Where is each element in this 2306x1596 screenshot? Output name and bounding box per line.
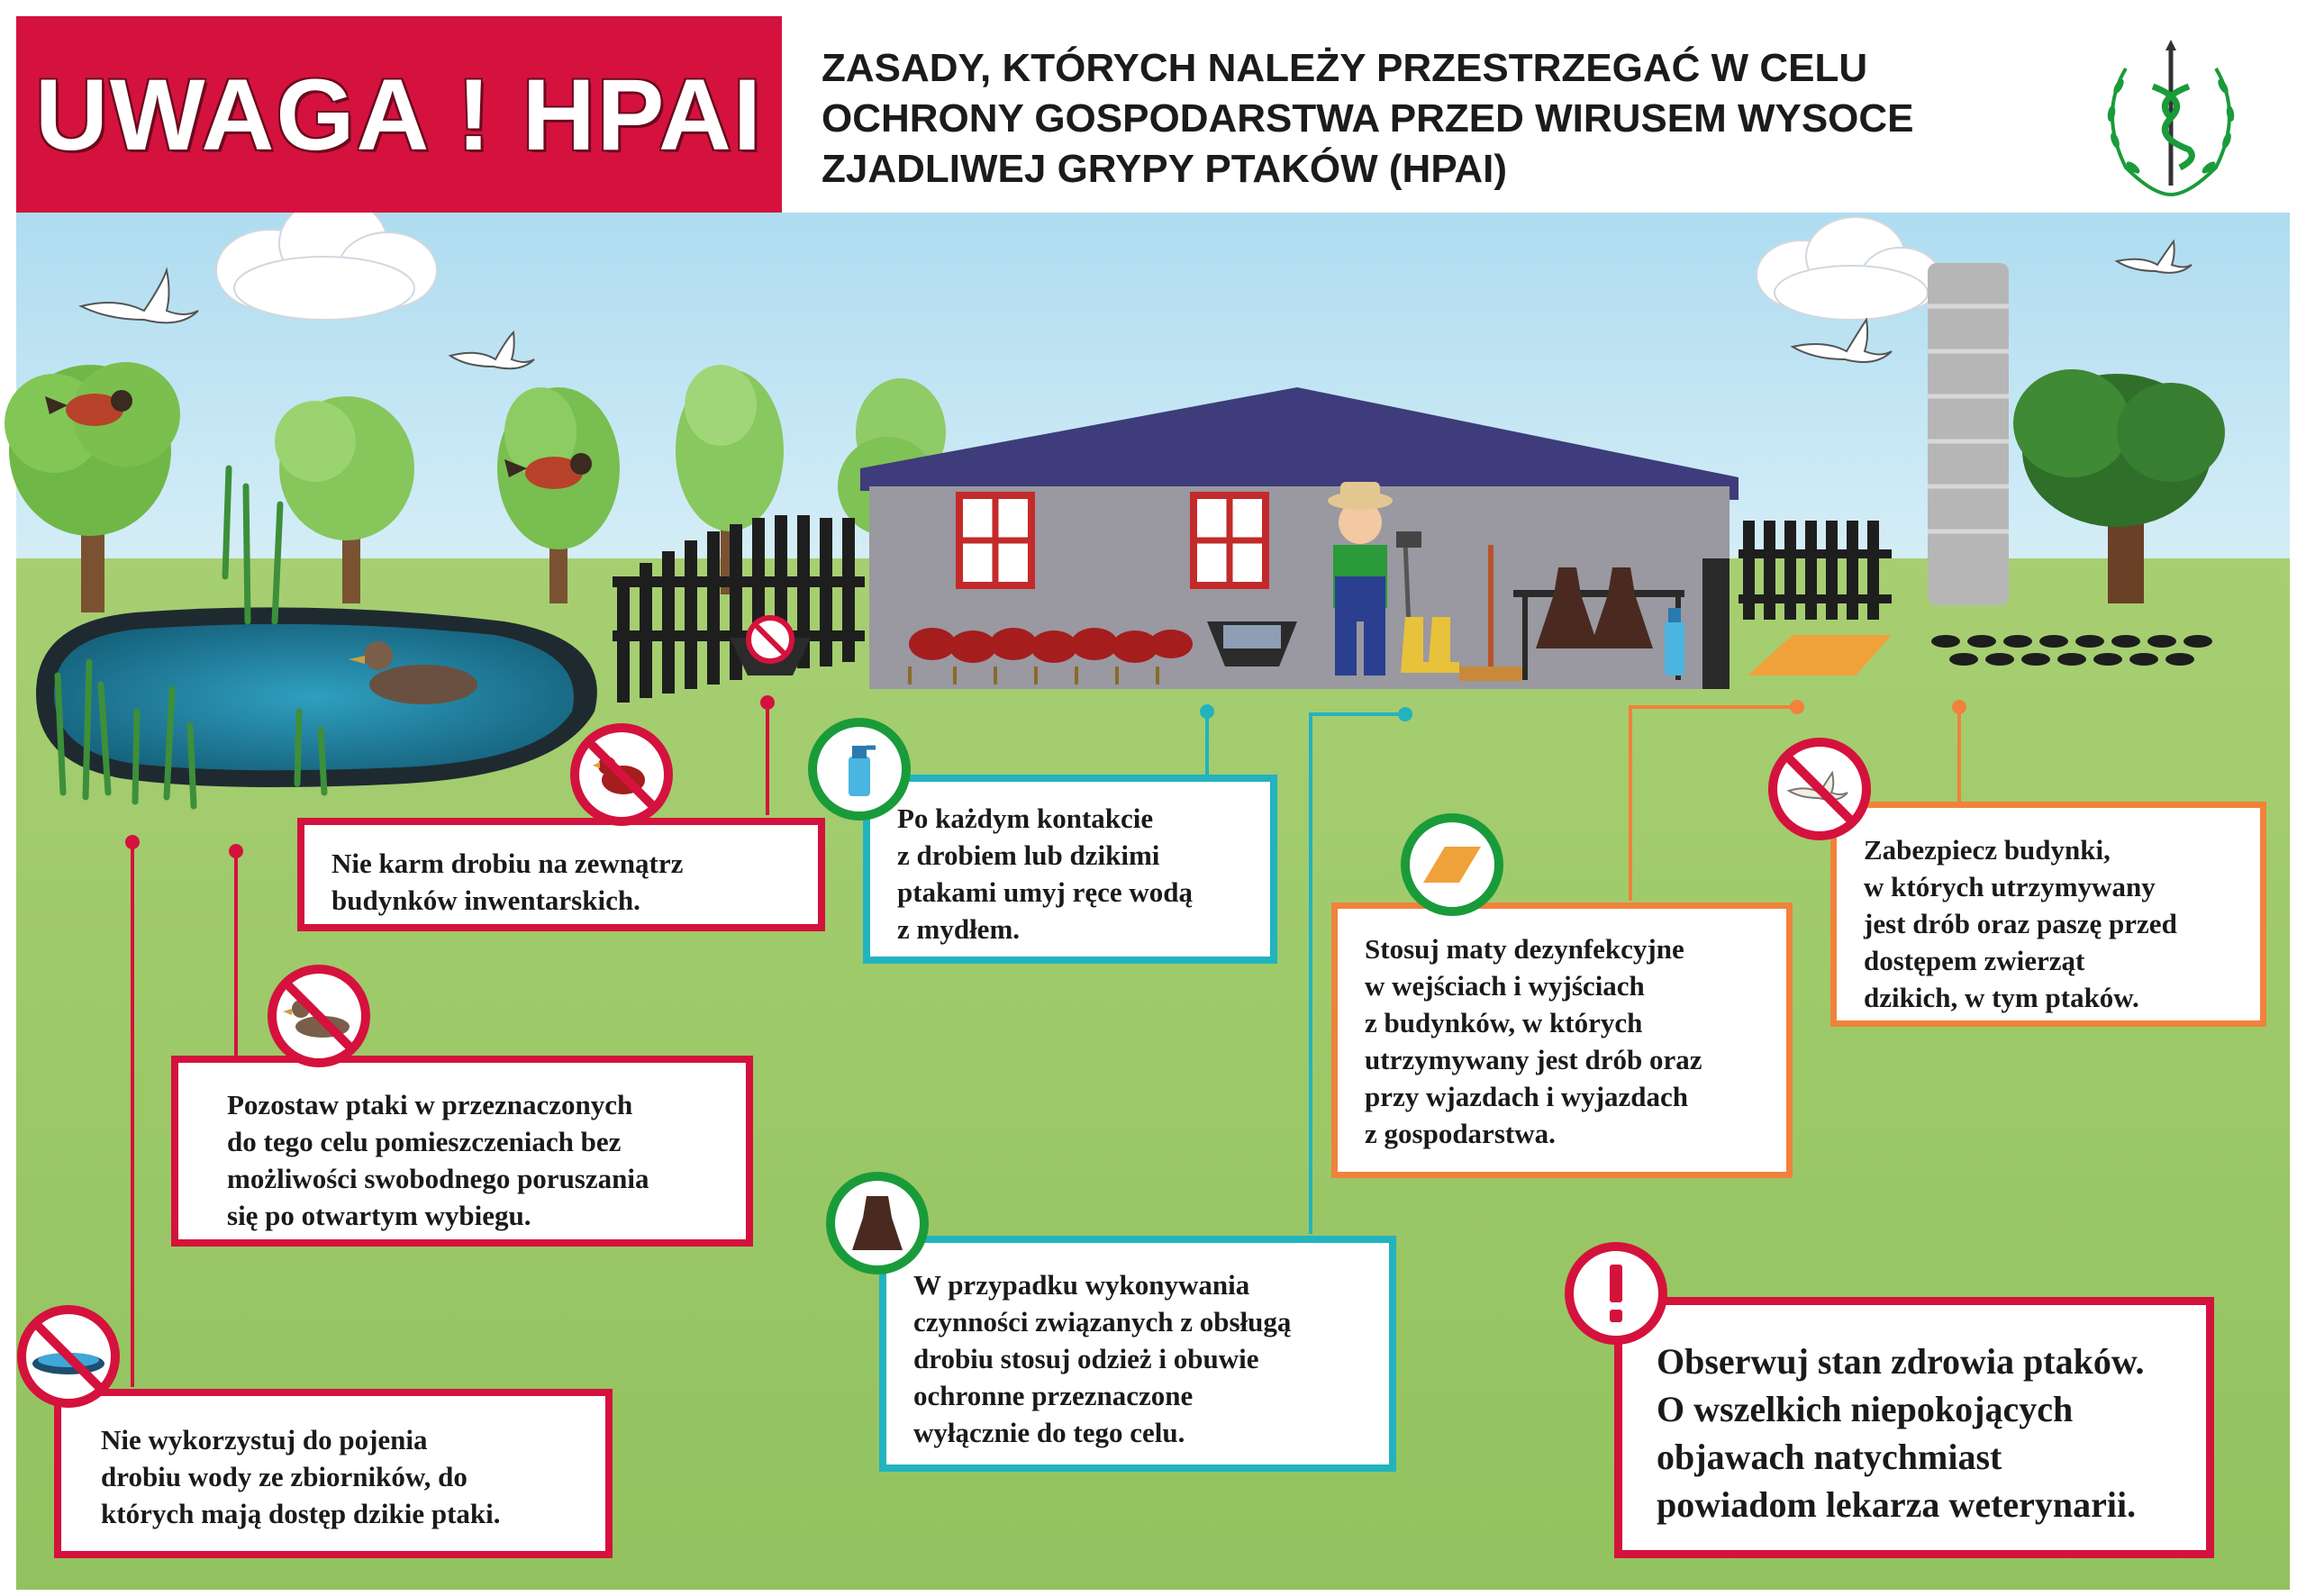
pond-icon bbox=[36, 607, 597, 787]
no-water-bowl-icon bbox=[16, 1304, 121, 1409]
silo-icon bbox=[1928, 263, 2009, 605]
soap-bottle-icon bbox=[807, 717, 912, 821]
no-wild-bird-icon bbox=[1767, 737, 1872, 841]
rule-clothing-box bbox=[879, 1236, 1396, 1472]
rule-water-text: drobiu wody ze zbiorników, do bbox=[101, 1461, 468, 1492]
subtitle-line: ZJADLIWEJ GRYPY PTAKÓW (HPAI) bbox=[822, 147, 1508, 191]
rule-wash-text: Po każdym kontakcie bbox=[897, 803, 1154, 834]
rule-observe-text: O wszelkich niepokojących bbox=[1657, 1389, 2074, 1429]
apron-icon bbox=[825, 1171, 930, 1275]
rule-clothing-text: W przypadku wykonywania bbox=[913, 1269, 1250, 1301]
rule-wash-text: z mydłem. bbox=[897, 913, 1021, 945]
rule-clothing-text: wyłącznie do tego celu. bbox=[913, 1417, 1185, 1448]
veterinary-caduceus-wreath-icon bbox=[2090, 32, 2252, 204]
rule-mats-text: w wejściach i wyjściach bbox=[1365, 970, 1645, 1002]
rule-wash-text: ptakami umyj ręce wodą bbox=[897, 876, 1194, 908]
rule-feed-text: budynków inwentarskich. bbox=[331, 884, 640, 916]
headline: UWAGA ! HPAI bbox=[35, 58, 763, 171]
page-title bbox=[822, 43, 2047, 195]
rule-wash-text: z drobiem lub dzikimi bbox=[897, 839, 1160, 871]
rule-feed-text: Nie karm drobiu na zewnątrz bbox=[331, 848, 684, 879]
rule-secure-box bbox=[1830, 802, 2266, 1027]
rule-secure-text: dzikich, w tym ptaków. bbox=[1864, 982, 2139, 1013]
rule-mats-box bbox=[1331, 902, 1793, 1178]
subtitle-line: OCHRONY GOSPODARSTWA PRZED WIRUSEM WYSOCE bbox=[822, 96, 1914, 141]
no-duck-icon bbox=[267, 964, 371, 1068]
rule-confine-box bbox=[171, 1056, 753, 1247]
rule-secure-text: jest drób oraz paszę przed bbox=[1864, 908, 2177, 939]
rule-confine-text: Pozostaw ptaki w przeznaczonych bbox=[227, 1089, 633, 1120]
rule-confine-text: się po otwartym wybiegu. bbox=[227, 1200, 531, 1231]
rule-clothing-text: ochronne przeznaczone bbox=[913, 1380, 1194, 1411]
rule-secure-text: dostępem zwierząt bbox=[1864, 945, 2085, 976]
no-chicken-icon bbox=[569, 722, 674, 827]
rule-observe-text: objawach natychmiast bbox=[1657, 1437, 2002, 1477]
rule-mats-text: utrzymywany jest drób oraz bbox=[1365, 1044, 1702, 1075]
disinfection-mat-icon bbox=[1400, 812, 1504, 917]
rule-observe-text: Obserwuj stan zdrowia ptaków. bbox=[1657, 1341, 2145, 1382]
rule-secure-text: Zabezpiecz budynki, bbox=[1864, 834, 2111, 866]
rule-water-box bbox=[54, 1389, 613, 1558]
rule-confine-text: możliwości swobodnego poruszania bbox=[227, 1163, 649, 1194]
rule-mats-text: z budynków, w których bbox=[1365, 1007, 1643, 1038]
rule-mats-text: z gospodarstwa. bbox=[1365, 1118, 1556, 1149]
rule-clothing-text: czynności związanych z obsługą bbox=[913, 1306, 1292, 1338]
rule-observe-box bbox=[1614, 1297, 2214, 1558]
rule-water-text: Nie wykorzystuj do pojenia bbox=[101, 1424, 428, 1455]
subtitle-line: ZASADY, KTÓRYCH NALEŻY PRZESTRZEGAĆ W CELU bbox=[822, 46, 1868, 90]
rule-confine-text: do tego celu pomieszczeniach bez bbox=[227, 1126, 622, 1157]
rule-wash-box bbox=[863, 775, 1277, 964]
rule-feed-box bbox=[297, 818, 825, 931]
rule-observe-text: powiadom lekarza weterynarii. bbox=[1657, 1484, 2137, 1525]
rule-secure-text: w których utrzymywany bbox=[1864, 871, 2156, 902]
rule-clothing-text: drobiu stosuj odzież i obuwie bbox=[913, 1343, 1259, 1374]
headline-banner bbox=[16, 16, 782, 213]
exclamation-icon bbox=[1564, 1241, 1668, 1346]
rule-mats-text: przy wjazdach i wyjazdach bbox=[1365, 1081, 1689, 1112]
rule-mats-text: Stosuj maty dezynfekcyjne bbox=[1365, 933, 1684, 965]
rule-water-text: których mają dostęp dzikie ptaki. bbox=[101, 1498, 501, 1529]
